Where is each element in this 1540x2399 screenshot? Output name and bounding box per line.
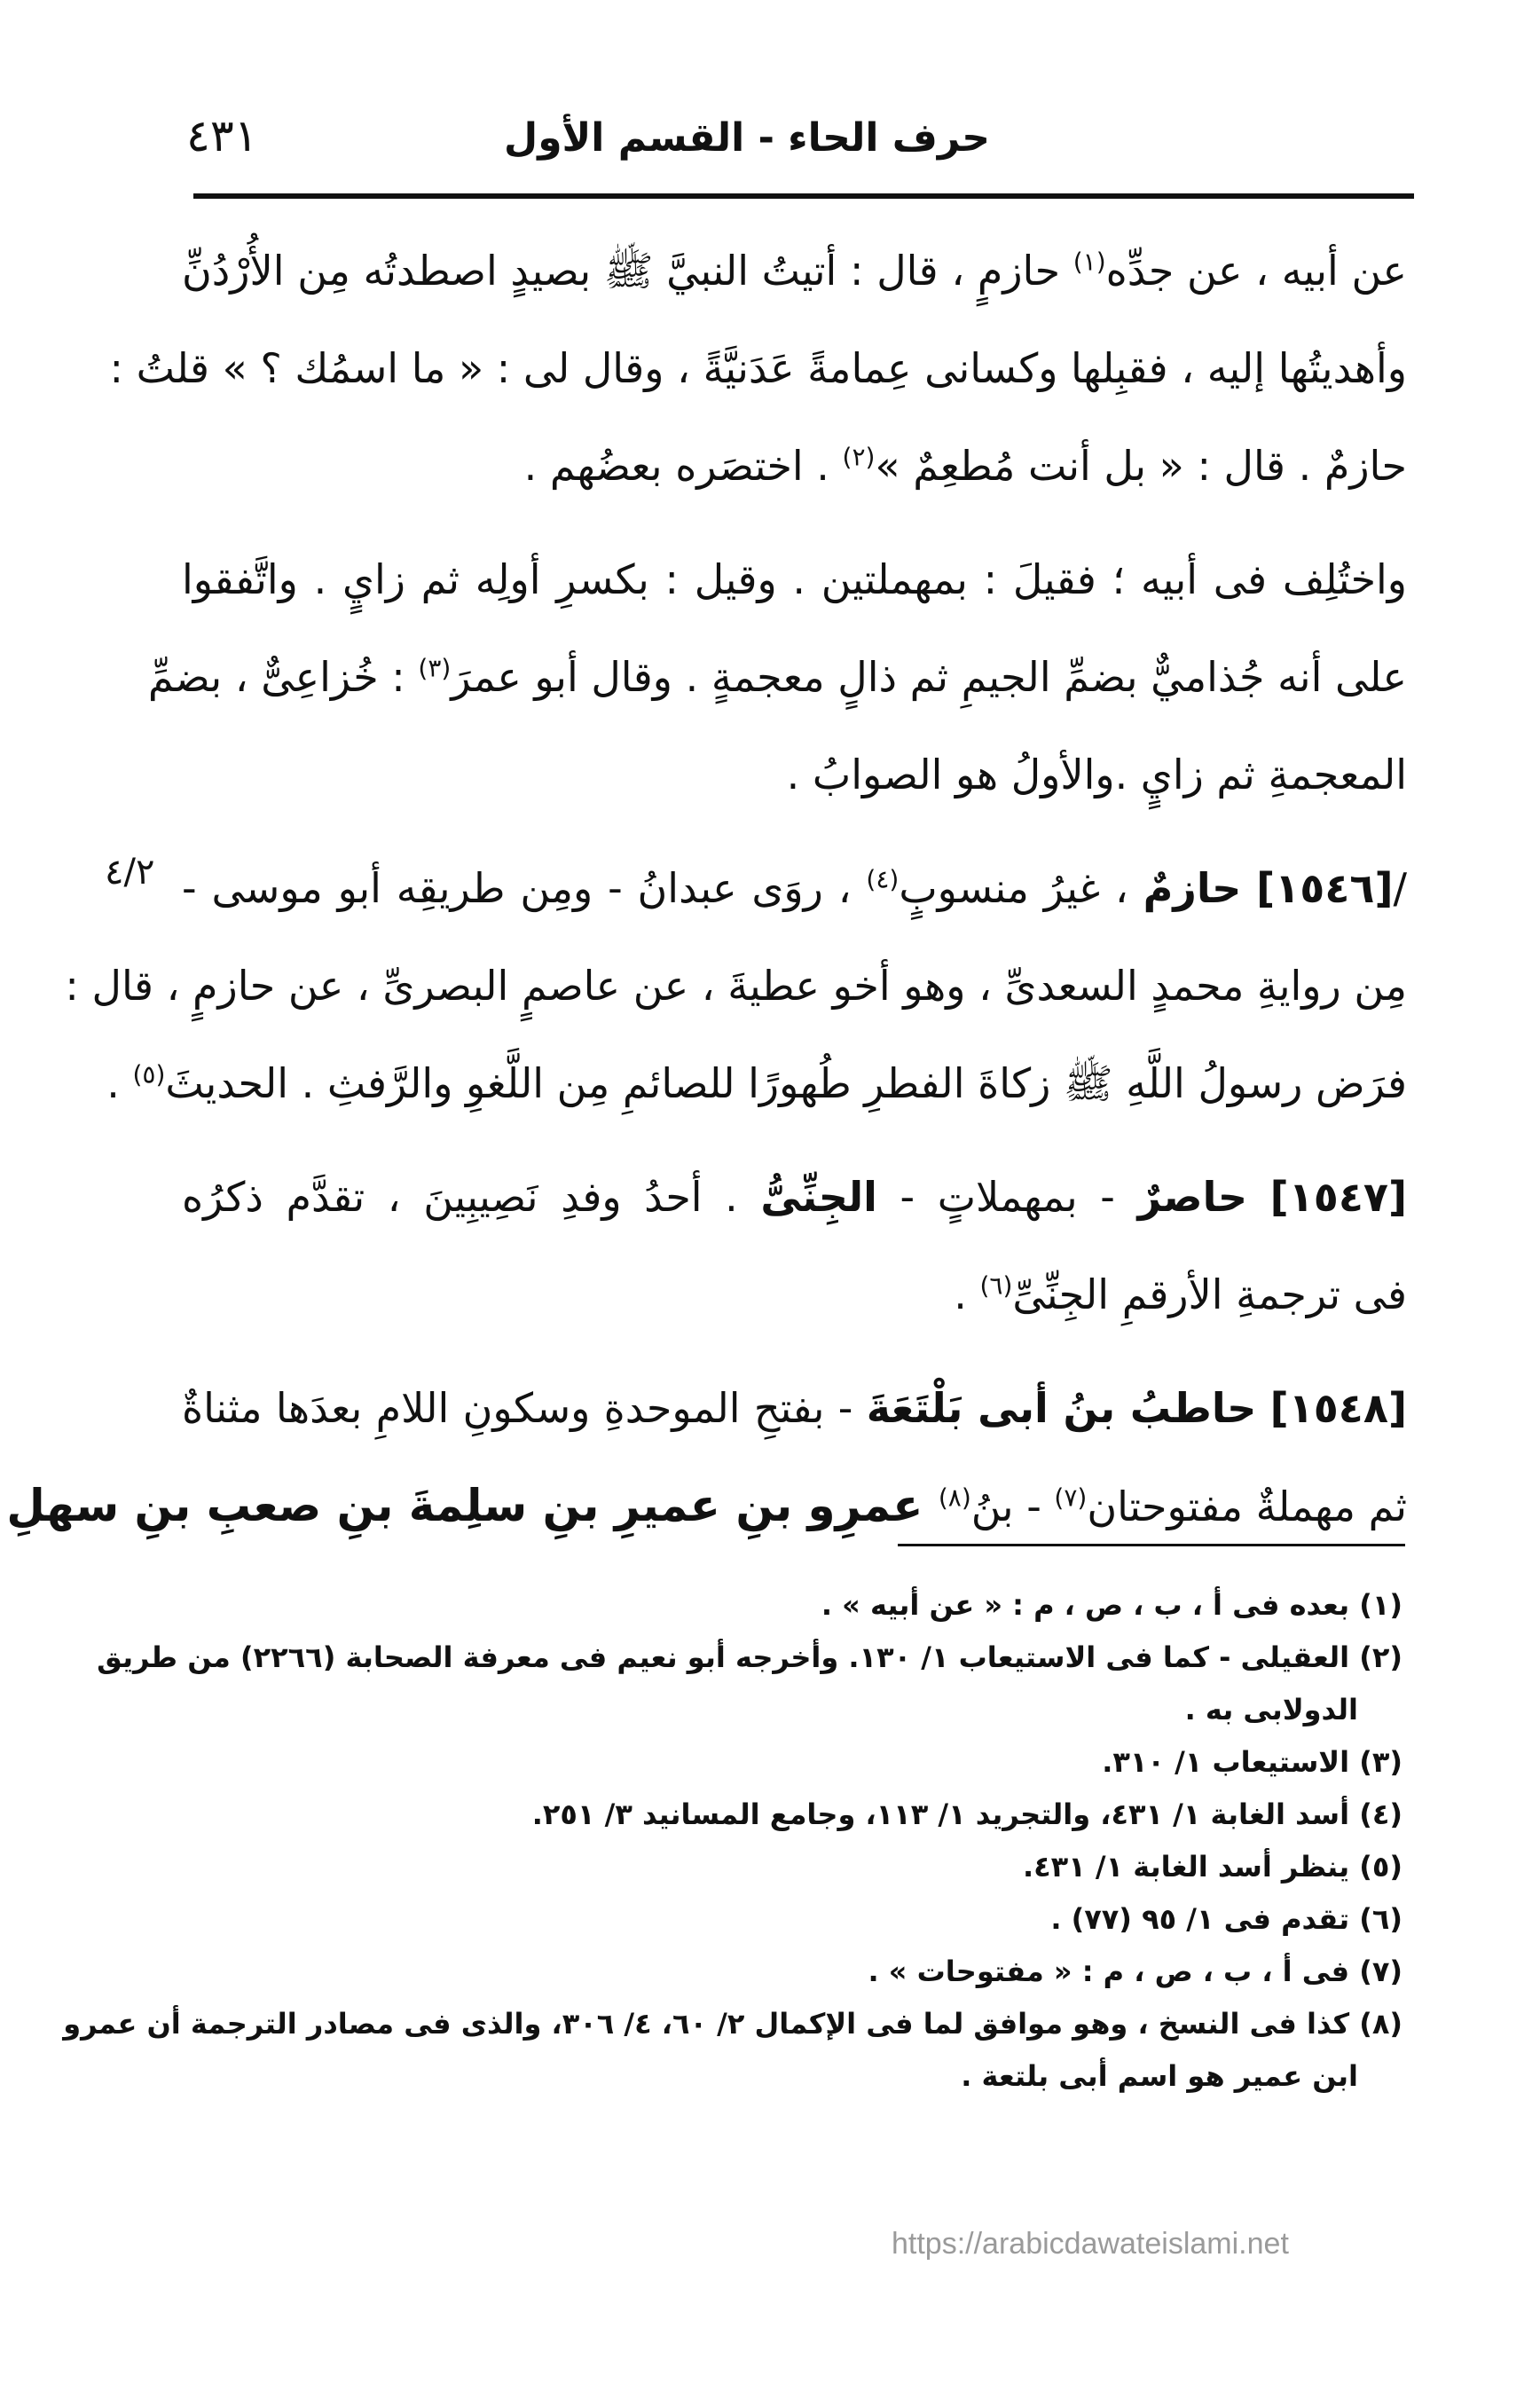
text-span: .	[954, 1270, 980, 1318]
footnote-marker: (٢)	[842, 442, 876, 472]
page-break-mark: /	[1393, 864, 1408, 912]
text-span-bold: عمرِو بنِ عميرِ بنِ سلِمةَ بنِ صعبِ بنِ سهلِ	[6, 1480, 939, 1531]
text-span: - بفتحِ الموحدةِ وسكونِ اللامِ بعدَها مثناةٌ	[182, 1384, 867, 1432]
paragraph-gap	[182, 1132, 1407, 1148]
running-header	[186, 98, 1407, 186]
header-title: حرف الحاء - القسم الأول	[504, 115, 990, 161]
text-span: المعجمةِ ثم زايٍ .والأولُ هو الصوابُ .	[786, 751, 1407, 798]
entry-1547-line	[182, 1148, 1407, 1246]
text-span: فى ترجمةِ الأرقمِ الجِنِّىِّ	[1012, 1270, 1407, 1318]
text-span: وأهديتُها إليه ، فقبِلها وكسانى عِمامةً عَدَنيَّةً ، وقال لى : « ما اسمُك ؟ » قلتُ :	[109, 344, 1407, 392]
text-span-bold: الجِنِّىُّ	[760, 1173, 877, 1221]
footnotes	[63, 1579, 1402, 2103]
text-span: - بمهملاتٍ -	[876, 1173, 1138, 1221]
entry-1548-line	[182, 1359, 1407, 1457]
watermark-url: https://arabicdawateislami.net	[892, 2227, 1289, 2261]
footnote-marker: (١)	[1072, 247, 1106, 277]
margin-volume-mark: ٤/٢	[105, 852, 155, 893]
footnote-marker: (٦)	[979, 1270, 1013, 1301]
paragraph-gap	[182, 515, 1407, 531]
text-line	[182, 222, 1407, 319]
text-span: ، غيرُ منسوبٍ	[899, 864, 1143, 912]
header-rule	[193, 193, 1414, 199]
footnote-line: (٥) ينظر أسد الغابة ١/ ٤٣١.	[1022, 1850, 1402, 1884]
entry-name: حازمٌ	[1143, 864, 1242, 912]
footnote-line: (٤) أسد الغابة ١/ ٤٣١، والتجريد ١/ ١١٣، وجامع المسانيد ٣/ ٢٥١.	[531, 1797, 1402, 1831]
text-line	[182, 417, 1407, 515]
text-span: على أنه جُذاميٌّ بضمِّ الجيمِ ثم ذالٍ معجمةٍ . وقال أبو عمرَ	[451, 653, 1407, 701]
entry-1546-line	[182, 839, 1407, 937]
text-line	[182, 531, 1407, 628]
text-span: ثم مهملةٌ مفتوحتان	[1087, 1483, 1407, 1530]
page-number: ٤٣١	[186, 110, 258, 161]
footnote-line: (٢) العقيلى - كما فى الاستيعاب ١/ ١٣٠. وأخرجه أبو نعيم فى معرفة الصحابة (٢٢٦٦) من طريق	[97, 1640, 1402, 1674]
footnote-line: (٨) كذا فى النسخ ، وهو موافق لما فى الإكمال ٢/ ٦٠، ٤/ ٣٠٦، والذى فى مصادر الترجمة أن عمرو	[63, 2007, 1402, 2041]
text-line	[109, 319, 1407, 417]
text-span: واختُلِف فى أبيه ؛ فقيلَ : بمهملتين . وقيل : بكسرِ أولِه ثم زايٍ . واتَّفقوا	[182, 555, 1407, 603]
entry-name: حاصرٌ	[1137, 1173, 1248, 1221]
text-span: . أحدُ وفدِ نَصِيبِينَ ، تقدَّم ذكرُه	[182, 1173, 761, 1221]
paragraph-gap	[182, 823, 1407, 839]
entry-number: [١٥٤٦]	[1256, 864, 1394, 912]
footnote-marker: (٧)	[1054, 1483, 1088, 1513]
paragraph-gap	[182, 1343, 1407, 1359]
text-span: . اختصَره بعضُهم .	[523, 442, 843, 490]
footnote-line: الدولابى به .	[1184, 1693, 1358, 1726]
text-line	[6, 1457, 1407, 1554]
text-span: ، روَى عبدانُ - ومِن طريقِه أبو موسى -	[182, 864, 867, 912]
text-line	[182, 726, 1407, 823]
entry-number: [١٥٤٨]	[1269, 1384, 1407, 1432]
footnote-marker: (٤)	[866, 864, 900, 894]
footnote-line: (٣) الاستيعاب ١/ ٣١٠.	[1102, 1745, 1402, 1779]
text-line	[65, 937, 1407, 1034]
text-span: مِن روايةِ محمدٍ السعدىِّ ، وهو أخو عطيةَ ، عن عاصمٍ البصرىِّ ، عن حازمٍ ، قال :	[65, 962, 1407, 1010]
footnote-line: (٦) تقدم فى ١/ ٩٥ (٧٧) .	[1050, 1902, 1402, 1936]
footnote-line: ابن عمير هو اسم أبى بلتعة .	[961, 2059, 1358, 2093]
footnote-separator	[898, 1544, 1405, 1546]
text-span: - بنُ	[970, 1483, 1055, 1530]
entry-name: حاطبُ بنُ أبى بَلْتَعَةَ	[866, 1384, 1257, 1432]
text-span: .	[106, 1059, 133, 1107]
text-span: عن أبيه ، عن جدِّه	[1105, 247, 1407, 295]
footnote-marker: (٨)	[938, 1483, 971, 1513]
text-span: : خُزاعِىٌّ ، بضمِّ	[147, 653, 419, 701]
text-line	[182, 1246, 1407, 1343]
text-line	[147, 628, 1407, 726]
footnote-marker: (٥)	[132, 1059, 166, 1089]
text-span: فرَض رسولُ اللَّهِ ﷺ زكاةَ الفطرِ طُهورًا للصائمِ مِن اللَّغوِ والرَّفثِ . الحديثَ	[165, 1059, 1407, 1107]
text-line	[106, 1034, 1407, 1132]
text-span: حازمٍ ، قال : أتيتُ النبيَّ ﷺ بصيدٍ اصطدتُه مِن الأُرْدُنِّ	[182, 247, 1073, 295]
footnote-line: (٧) فى أ ، ب ، ص ، م : « مفتوحات » .	[868, 1955, 1402, 1988]
footnote-marker: (٣)	[418, 653, 452, 683]
footnote-line: (١) بعده فى أ ، ب ، ص ، م : « عن أبيه » .	[821, 1588, 1402, 1622]
text-span: حازمٌ . قال : « بل أنت مُطعِمٌ »	[875, 442, 1407, 490]
entry-number: [١٥٤٧]	[1269, 1173, 1408, 1221]
